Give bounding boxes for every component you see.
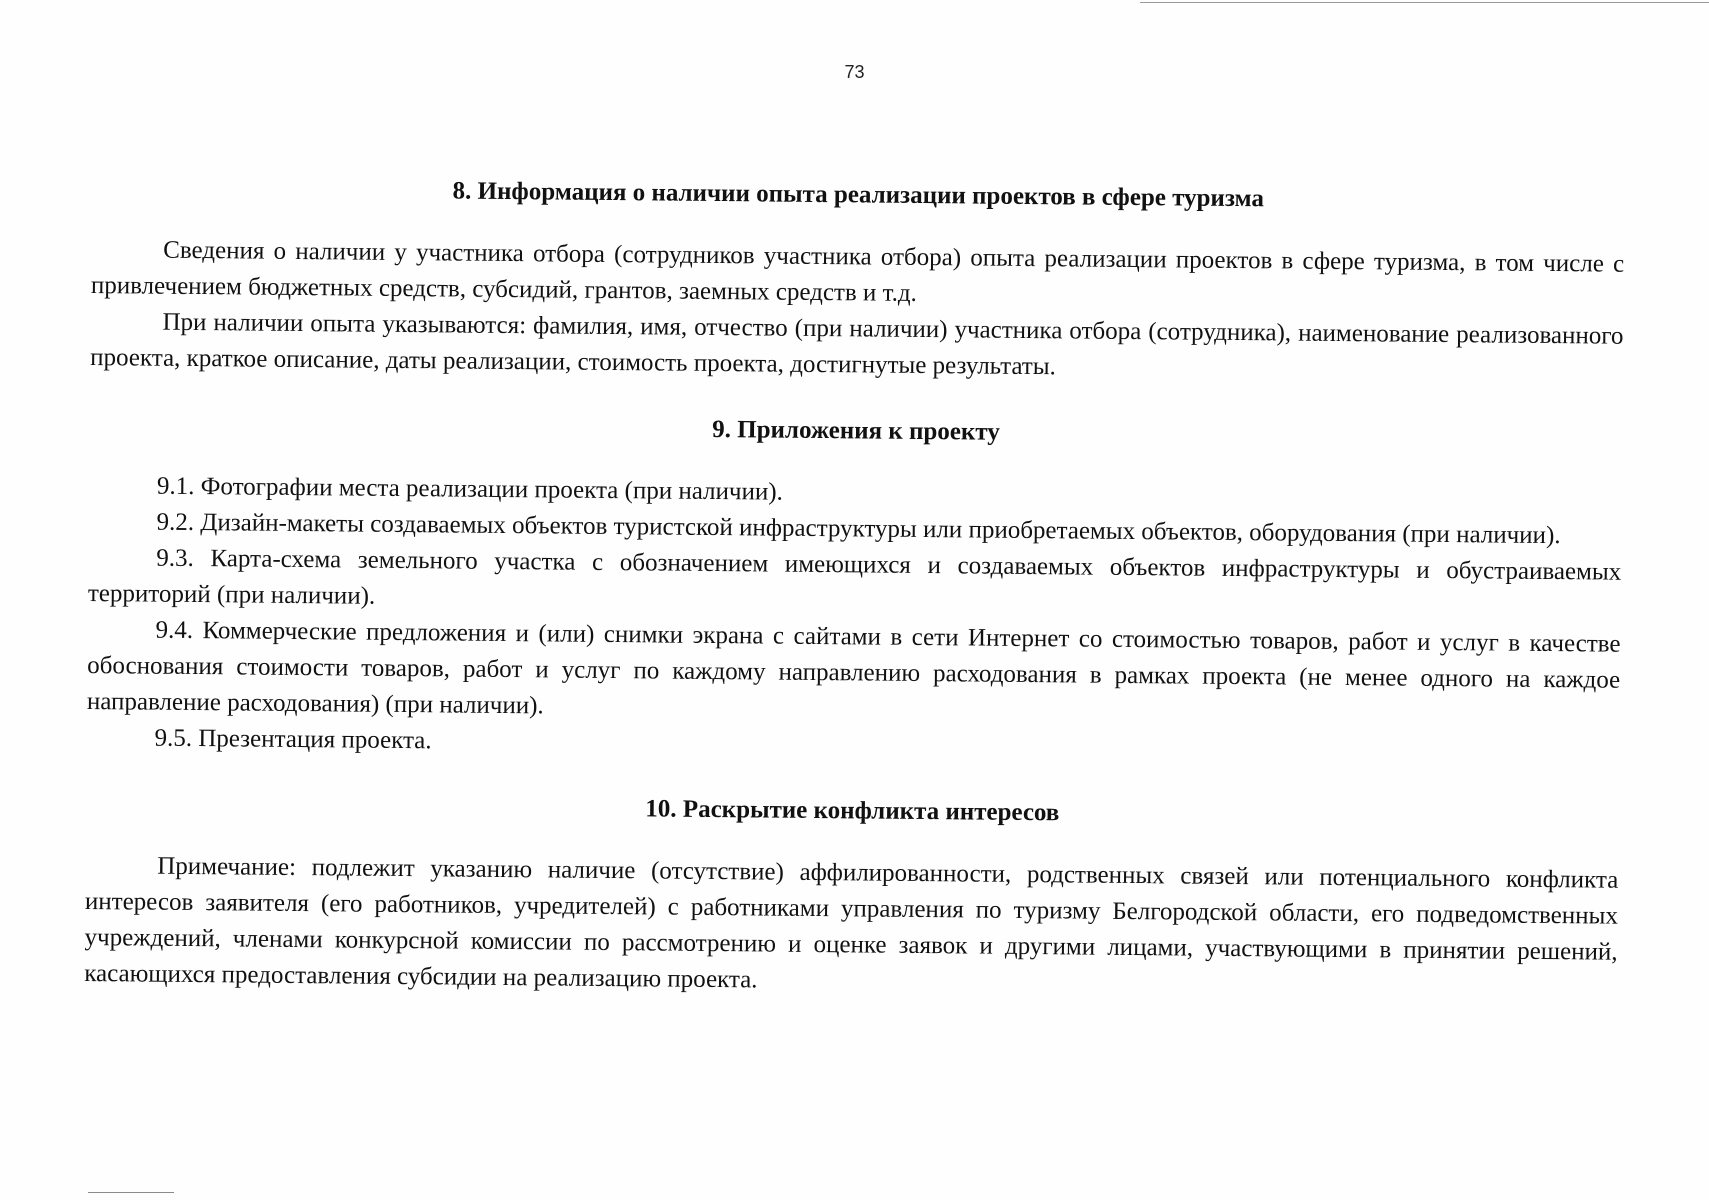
section-9-item-3: 9.3. Карта-схема земельного участка с обозначением имеющихся и создаваемых объектов инфраструктуры и обустраиваемых территорий (при наличии).: [87, 544, 1622, 610]
section-9-item-1: 9.1. Фотографии места реализации проекта (при наличии).: [156, 472, 784, 506]
document-body: [84, 170, 1625, 1007]
scan-edge-line: [1140, 2, 1709, 3]
section-9-item-4: 9.4. Коммерческие предложения и (или) снимки экрана с сайтами в сети Интернет со стоимостью товаров, работ и услуг в качестве обоснования стоимости товаров, работ и услуг по каждому направлению расходования в рамках проекта (не менее одного на каждое направление расходования) (при наличии).: [86, 616, 1621, 720]
section-8-paragraph-2: При наличии опыта указываются: фамилия, имя, отчество (при наличии) участника отбора (сотрудника), наименование реализованного проекта, краткое описание, даты реализации, стоимость проекта, достигнутые результаты.: [90, 308, 1624, 381]
section-9-item-5: 9.5. Презентация проекта.: [154, 724, 432, 755]
section-8-heading: 8. Информация о наличии опыта реализации проектов в сфере туризма: [452, 177, 1265, 213]
section-10-paragraph-1: Примечание: подлежит указанию наличие (отсутствие) аффилированности, родственных связей или потенциального конфликта интересов заявителя (его работников, учредителей) с работниками управления по туризму Белгородской области, его подведомственных учреждений, членами конкурсной комиссии по рассмотрению и оценке заявок и другими лицами, участвующими в принятии решений, касающихся предоставления субсидии на реализацию проекта.: [84, 852, 1619, 994]
section-9-heading: 9. Приложения к проекту: [712, 415, 1000, 446]
section-10-heading: 10. Раскрытие конфликта интересов: [645, 795, 1060, 827]
section-8-paragraph-1: Сведения о наличии у участника отбора (сотрудников участника отбора) опыта реализации проектов в сфере туризма, в том числе с привлечением бюджетных средств, субсидий, грантов, заемных средств и т.д.: [90, 236, 1625, 307]
footnote-separator: [88, 1192, 174, 1193]
section-9-item-2: 9.2. Дизайн-макеты создаваемых объектов туристской инфраструктуры или приобретаемых объектов, оборудования (при наличии).: [156, 508, 1561, 550]
page-number: 73: [844, 62, 865, 82]
